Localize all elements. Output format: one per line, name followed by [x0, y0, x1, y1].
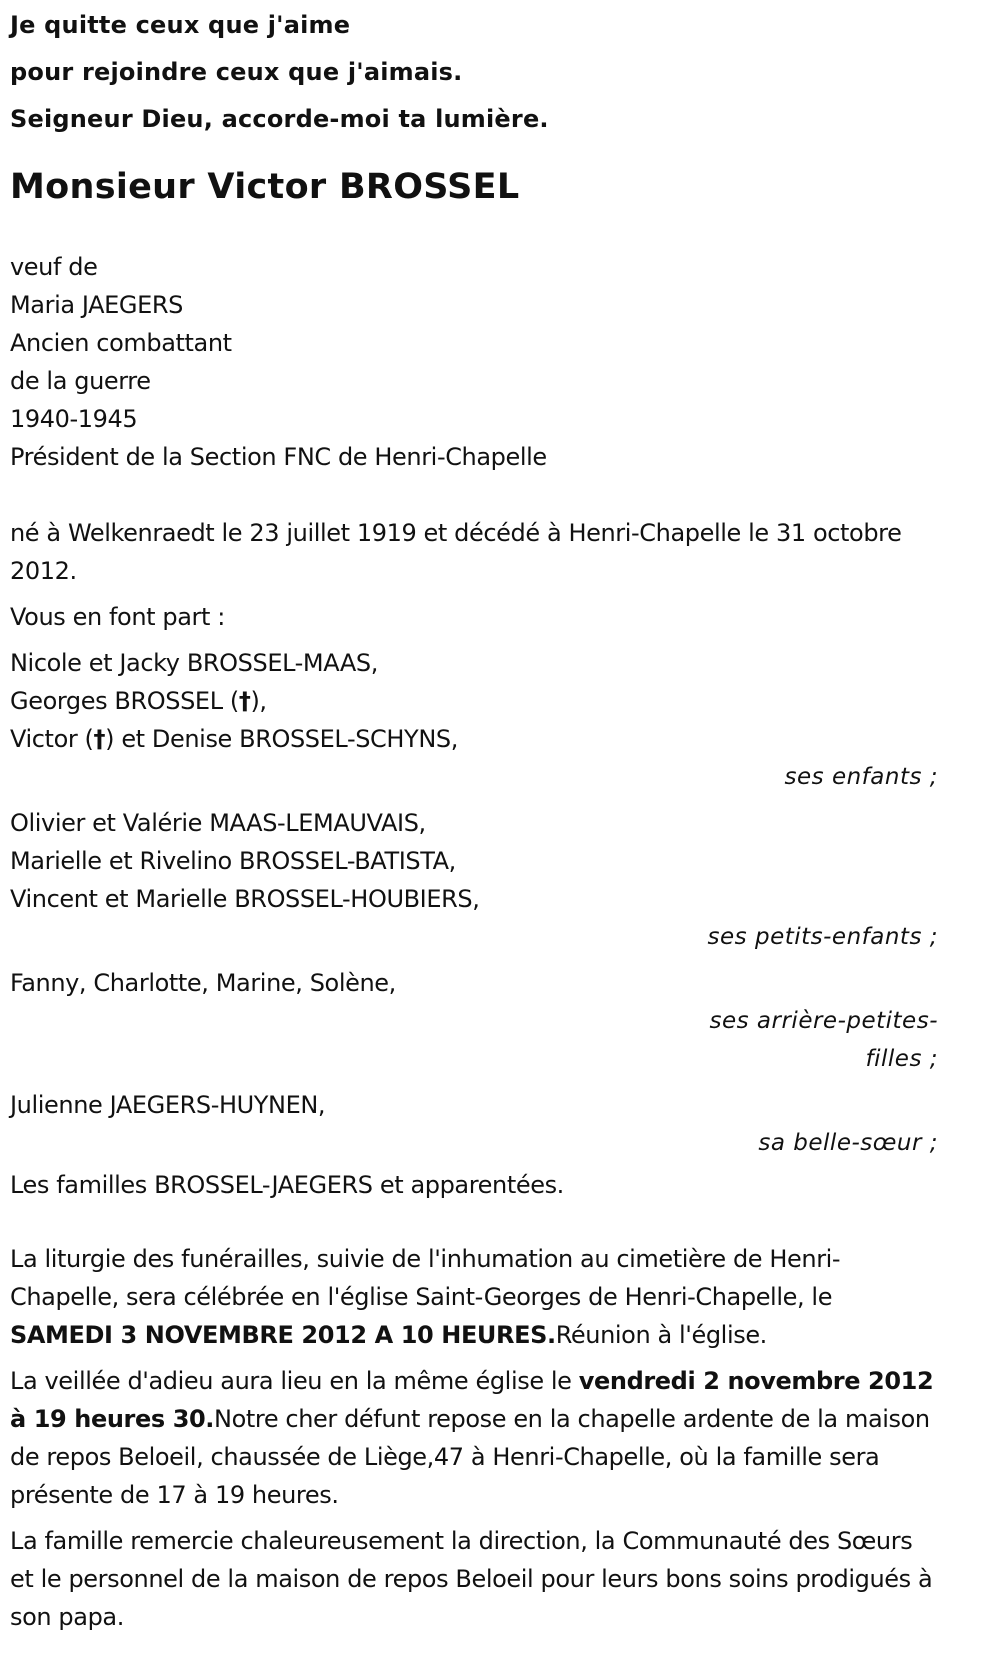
- funeral-text: La liturgie des funérailles, suivie de l'inhumation au cimetière de Henri-Chapelle, sera célébrée en l'église Saint-Georges de Henri-Chapelle, le: [10, 1245, 841, 1311]
- bio-line: 1940-1945: [10, 405, 138, 433]
- deceased-name-title: Monsieur Victor BROSSEL: [10, 167, 520, 207]
- family-member-line: Marielle et Rivelino BROSSEL-BATISTA,: [10, 847, 456, 875]
- relation-label-great-grandchildren: ses arrière-petites-filles ;: [709, 1008, 938, 1072]
- family-member-line: Olivier et Valérie MAAS-LEMAUVAIS,: [10, 809, 426, 837]
- member-name-suffix: ),: [250, 687, 267, 715]
- grandchildren-group: [10, 804, 940, 956]
- poem-line: pour rejoindre ceux que j'aimais.: [10, 58, 463, 86]
- funeral-date: SAMEDI 3 NOVEMBRE 2012 A 10 HEURES.: [10, 1321, 556, 1349]
- family-member-line: [10, 682, 940, 720]
- member-name: Victor (: [10, 725, 94, 753]
- vigil-date: vendredi 2 novembre 2012 à 19 heures 30.: [10, 1367, 934, 1433]
- bio-line: Ancien combattant: [10, 329, 232, 357]
- relation-label-grandchildren: ses petits-enfants ;: [707, 924, 938, 950]
- bio-line: Maria JAEGERS: [10, 291, 183, 319]
- bio-line: de la guerre: [10, 367, 151, 395]
- opening-poem: [10, 2, 940, 143]
- cross-icon: †: [93, 725, 106, 753]
- vigil-details: Notre cher défunt repose en la chapelle ardente de la maison de repos Beloeil, chaussée de Liège,47 à Henri-Chapelle, où la famille sera présente de 17 à 19 heures.: [10, 1405, 930, 1509]
- announcement-intro: Vous en font part :: [10, 603, 225, 631]
- family-member-line: [10, 720, 940, 758]
- member-name: Georges BROSSEL (: [10, 687, 239, 715]
- relation-label-sister-in-law: sa belle-sœur ;: [758, 1130, 938, 1156]
- sister-in-law-group: [10, 1086, 940, 1162]
- family-member-line: Vincent et Marielle BROSSEL-HOUBIERS,: [10, 885, 480, 913]
- funeral-paragraph: [10, 1240, 940, 1354]
- bio-line: Président de la Section FNC de Henri-Chapelle: [10, 443, 547, 471]
- poem-line: Je quitte ceux que j'aime: [10, 11, 351, 39]
- thanks-paragraph: La famille remercie chaleureusement la direction, la Communauté des Sœurs et le personnel de la maison de repos Beloeil pour leurs bons soins prodigués à son papa.: [10, 1527, 933, 1631]
- birth-death-statement: né à Welkenraedt le 23 juillet 1919 et décédé à Henri-Chapelle le 31 octobre 2012.: [10, 519, 902, 585]
- poem-line: Seigneur Dieu, accorde-moi ta lumière.: [10, 105, 549, 133]
- funeral-meeting-text: Réunion à l'église.: [555, 1321, 767, 1349]
- member-name-suffix: ) et Denise BROSSEL-SCHYNS,: [105, 725, 458, 753]
- relation-label-children: ses enfants ;: [784, 764, 938, 790]
- family-member-line: Julienne JAEGERS-HUYNEN,: [10, 1091, 326, 1119]
- extended-families-line: Les familles BROSSEL-JAEGERS et apparentées.: [10, 1171, 564, 1199]
- bio-line: veuf de: [10, 253, 98, 281]
- family-member-line: Fanny, Charlotte, Marine, Solène,: [10, 969, 396, 997]
- vigil-paragraph: [10, 1362, 940, 1514]
- children-group: [10, 644, 940, 796]
- vigil-text: La veillée d'adieu aura lieu en la même église le: [10, 1367, 579, 1395]
- great-grandchildren-group: [10, 964, 940, 1078]
- cross-icon: †: [238, 687, 251, 715]
- biography-block: [10, 248, 940, 476]
- family-member-line: Nicole et Jacky BROSSEL-MAAS,: [10, 649, 378, 677]
- obituary-notice: [10, 0, 940, 1636]
